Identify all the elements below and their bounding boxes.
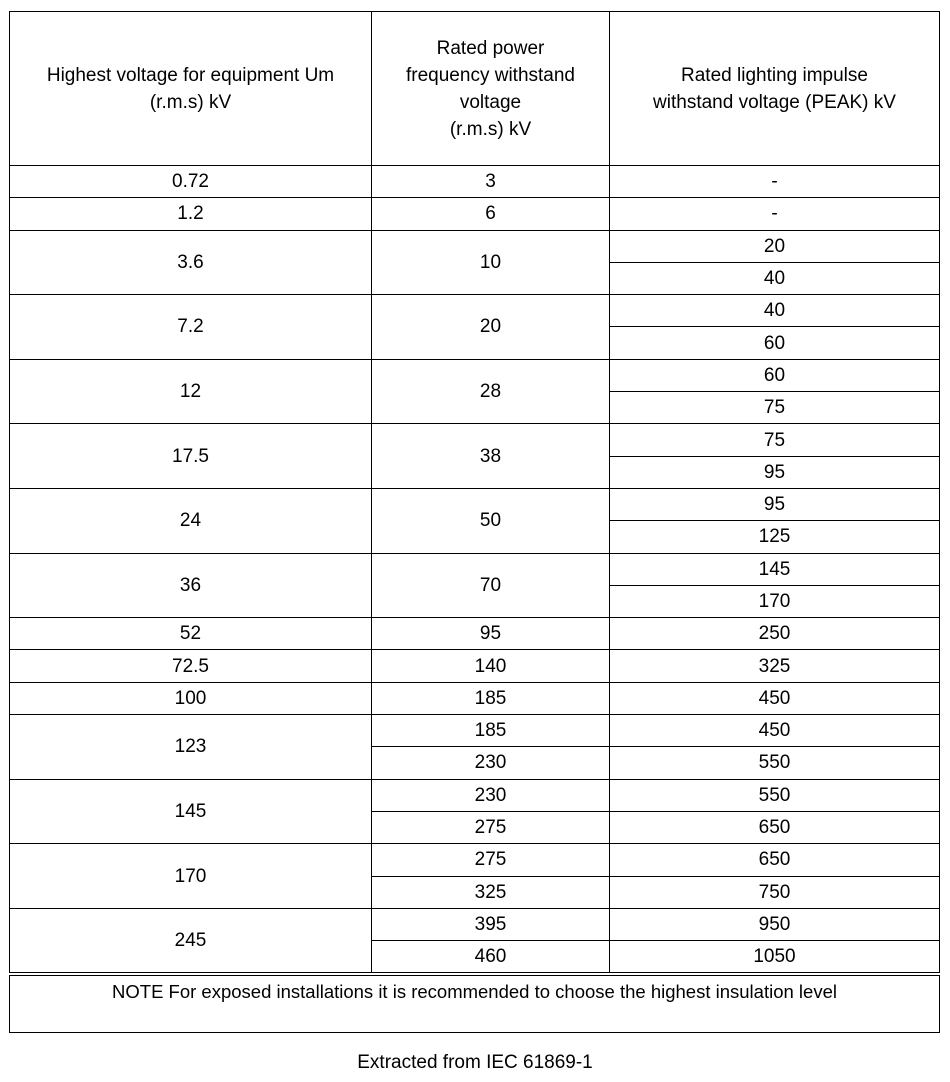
cell-lightning-impulse: 325 (610, 650, 940, 682)
cell-lightning-impulse: 550 (610, 747, 940, 779)
cell-lightning-impulse: 750 (610, 876, 940, 908)
cell-highest-voltage: 72.5 (10, 650, 372, 682)
cell-lightning-impulse: 60 (610, 359, 940, 391)
table-row (10, 488, 940, 520)
cell-lightning-impulse: - (610, 198, 940, 230)
cell-highest-voltage: 7.2 (10, 295, 372, 360)
cell-lightning-impulse: - (610, 166, 940, 198)
table-row (10, 650, 940, 682)
cell-highest-voltage: 17.5 (10, 424, 372, 489)
table-row (10, 359, 940, 391)
cell-highest-voltage: 245 (10, 908, 372, 974)
cell-power-frequency: 95 (372, 618, 610, 650)
cell-highest-voltage: 100 (10, 682, 372, 714)
table-row (10, 198, 940, 230)
cell-power-frequency: 275 (372, 811, 610, 843)
table-note: NOTE For exposed installations it is recommended to choose the highest insulation level (10, 974, 940, 1033)
cell-power-frequency: 140 (372, 650, 610, 682)
cell-lightning-impulse: 650 (610, 844, 940, 876)
cell-highest-voltage: 3.6 (10, 230, 372, 295)
cell-power-frequency: 460 (372, 941, 610, 975)
cell-power-frequency: 6 (372, 198, 610, 230)
cell-lightning-impulse: 75 (610, 424, 940, 456)
cell-power-frequency: 10 (372, 230, 610, 295)
table-body (10, 166, 940, 975)
cell-lightning-impulse: 95 (610, 456, 940, 488)
cell-highest-voltage: 123 (10, 715, 372, 780)
table-row (10, 295, 940, 327)
cell-power-frequency: 185 (372, 715, 610, 747)
cell-highest-voltage: 1.2 (10, 198, 372, 230)
cell-lightning-impulse: 450 (610, 715, 940, 747)
cell-lightning-impulse: 550 (610, 779, 940, 811)
cell-power-frequency: 395 (372, 908, 610, 940)
cell-lightning-impulse: 250 (610, 618, 940, 650)
cell-lightning-impulse: 450 (610, 682, 940, 714)
header-power-frequency (372, 12, 610, 166)
cell-highest-voltage: 0.72 (10, 166, 372, 198)
cell-lightning-impulse: 170 (610, 585, 940, 617)
table-row (10, 553, 940, 585)
table-row (10, 844, 940, 876)
table-row (10, 682, 940, 714)
cell-power-frequency: 185 (372, 682, 610, 714)
header-power-frequency-line-4: (r.m.s) kV (449, 118, 532, 140)
cell-highest-voltage: 24 (10, 488, 372, 553)
cell-power-frequency: 325 (372, 876, 610, 908)
table-row (10, 424, 940, 456)
header-highest-voltage (10, 12, 372, 166)
header-highest-voltage-line-1: Highest voltage for equipment Um (46, 64, 335, 86)
table-row (10, 908, 940, 940)
cell-highest-voltage: 145 (10, 779, 372, 844)
cell-power-frequency: 230 (372, 747, 610, 779)
cell-lightning-impulse: 40 (610, 295, 940, 327)
cell-lightning-impulse: 950 (610, 908, 940, 940)
cell-highest-voltage: 36 (10, 553, 372, 618)
cell-power-frequency: 3 (372, 166, 610, 198)
cell-lightning-impulse: 145 (610, 553, 940, 585)
cell-power-frequency: 230 (372, 779, 610, 811)
source-caption: Extracted from IEC 61869-1 (357, 1052, 593, 1073)
cell-highest-voltage: 52 (10, 618, 372, 650)
header-lightning-impulse-line-1: Rated lighting impulse (681, 64, 868, 86)
cell-power-frequency: 28 (372, 359, 610, 424)
cell-lightning-impulse: 125 (610, 521, 940, 553)
cell-lightning-impulse: 95 (610, 488, 940, 520)
cell-power-frequency: 38 (372, 424, 610, 489)
note-row (10, 974, 940, 1033)
table-row (10, 618, 940, 650)
cell-power-frequency: 70 (372, 553, 610, 618)
cell-power-frequency: 275 (372, 844, 610, 876)
cell-lightning-impulse: 20 (610, 230, 940, 262)
cell-lightning-impulse: 650 (610, 811, 940, 843)
header-power-frequency-line-3: voltage (459, 91, 522, 113)
cell-lightning-impulse: 60 (610, 327, 940, 359)
cell-power-frequency: 20 (372, 295, 610, 360)
cell-lightning-impulse: 75 (610, 392, 940, 424)
header-power-frequency-line-1: Rated power (436, 37, 545, 59)
table-row (10, 230, 940, 262)
header-highest-voltage-line-2: (r.m.s) kV (149, 91, 232, 113)
cell-lightning-impulse: 1050 (610, 941, 940, 975)
table-row (10, 779, 940, 811)
table-row (10, 166, 940, 198)
cell-highest-voltage: 12 (10, 359, 372, 424)
insulation-level-table (9, 11, 940, 1033)
cell-lightning-impulse: 40 (610, 262, 940, 294)
table-row (10, 715, 940, 747)
header-lightning-impulse (610, 12, 940, 166)
header-row (10, 12, 940, 166)
cell-power-frequency: 50 (372, 488, 610, 553)
header-power-frequency-line-2: frequency withstand (406, 64, 575, 86)
cell-highest-voltage: 170 (10, 844, 372, 909)
header-lightning-impulse-line-2: withstand voltage (PEAK) kV (653, 91, 896, 113)
